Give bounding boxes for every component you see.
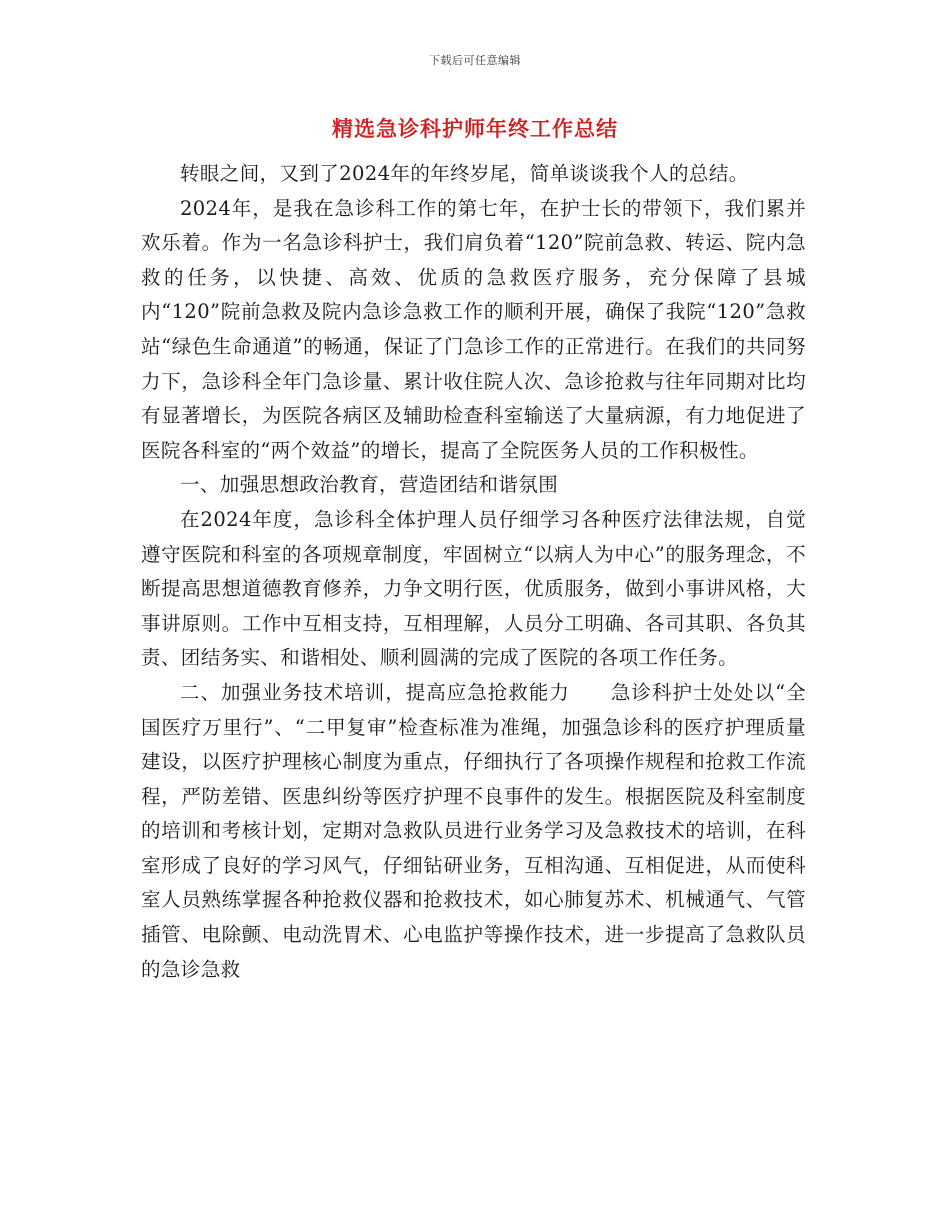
- paragraph-overview: 2024年，是我在急诊科工作的第七年，在护士长的带领下，我们累并欢乐着。作为一名急诊科护士，我们肩负着“120”院前急救、转运、院内急救的任务，以快捷、高效、优质的急救医疗服务，充分保障了县城内“120”院前急救及院内急诊急救工作的顺利开展，确保了我院“120”急救站“绿色生命通道”的畅通，保证了门急诊工作的正常进行。在我们的共同努力下，急诊科全年门急诊量、累计收住院人次、急诊抢救与往年同期对比均有显著增长，为医院各病区及辅助检查科室输送了大量病源，有力地促进了医院各科室的“两个效益”的增长，提高了全院医务人员的工作积极性。: [141, 196, 806, 462]
- document-body: [141, 157, 806, 987]
- header-note: 下载后可任意编辑: [429, 54, 521, 67]
- paragraph-intro: 转眼之间，又到了2024年的年终岁尾，简单谈谈我个人的总结。: [180, 162, 749, 185]
- document-title: 精选急诊科护师年终工作总结: [332, 116, 618, 141]
- paragraph-section-2: 二、加强业务技术培训，提高应急抢救能力 急诊科护士处处以“全国医疗万里行”、“二甲复审”检查标准为准绳，加强急诊科的医疗护理质量建设，以医疗护理核心制度为重点，仔细执行了各项操作规程和抢救工作流程，严防差错、医患纠纷等医疗护理不良事件的发生。根据医院及科室制度的培训和考核计划，定期对急救队员进行业务学习及急救技术的培训，在科室形成了良好的学习风气，仔细钻研业务，互相沟通、互相促进，从而使科室人员熟练掌握各种抢救仪器和抢救技术，如心肺复苏术、机械通气、气管插管、电除颤、电动洗胃术、心电监护等操作技术，进一步提高了急救队员的急诊急救: [141, 680, 806, 981]
- paragraph-section-1: 在2024年度，急诊科全体护理人员仔细学习各种医疗法律法规，自觉遵守医院和科室的各项规章制度，牢固树立“以病人为中心”的服务理念，不断提高思想道德教育修养，力争文明行医，优质服务，做到小事讲风格，大事讲原则。工作中互相支持，互相理解，人员分工明确、各司其职、各负其责、团结务实、和谐相处、顺利圆满的完成了医院的各项工作任务。: [141, 507, 806, 670]
- section-heading-1: 一、加强思想政治教育，营造团结和谐氛围: [180, 473, 559, 497]
